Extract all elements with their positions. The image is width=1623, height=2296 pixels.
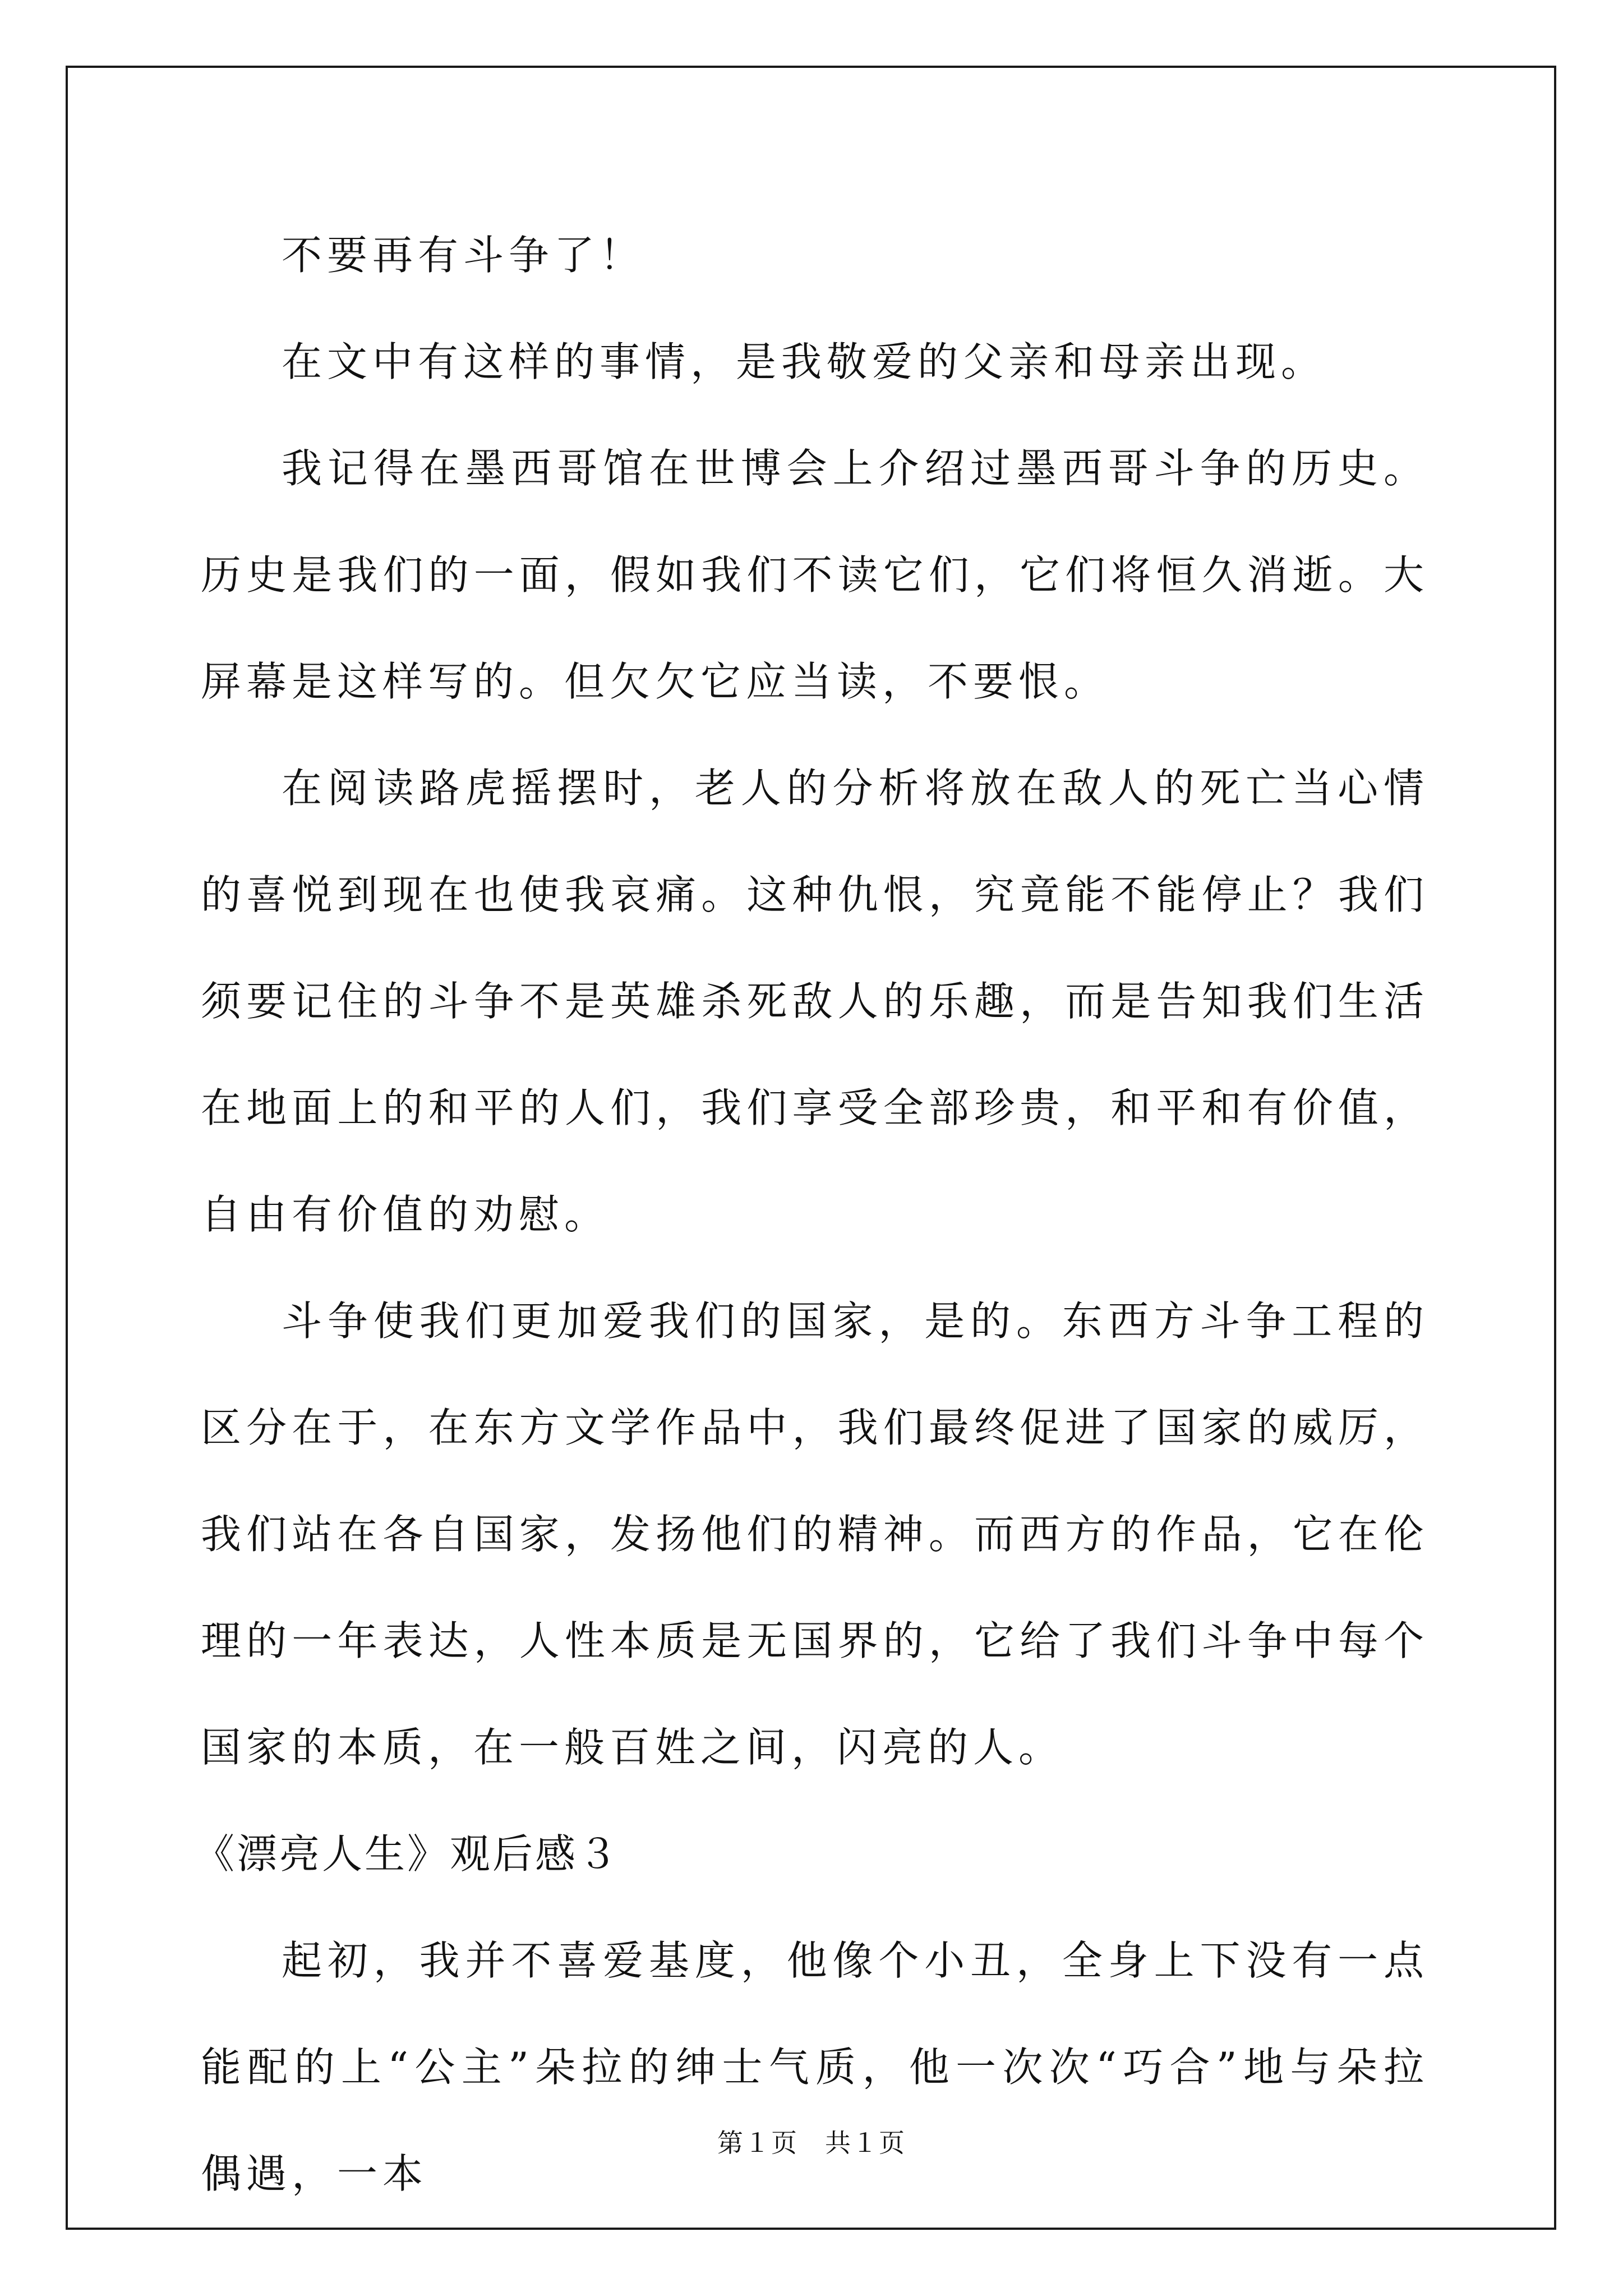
paragraph: 斗争使我们更加爱我们的国家，是的。东西方斗争工程的区分在于，在东方文学作品中，我们最终促进了国家的威厉，我们站在各自国家，发扬他们的精神。而西方的作品，它在伦理的一年表达，人性本质是无国界的，它给了我们斗争中每个国家的本质，在一般百姓之间，闪亮的人。	[201, 1297, 1429, 1771]
paragraph: 在阅读路虎摇摆时，老人的分析将放在敌人的死亡当心情的喜悦到现在也使我哀痛。这种仇恨，究竟能不能停止？我们须要记住的斗争不是英雄杀死敌人的乐趣，而是告知我们生活在地面上的和平的人们，我们享受全部珍贵，和平和有价值，自由有价值的劝慰。	[201, 765, 1429, 1238]
paragraph: 不要再有斗争了！	[282, 232, 645, 279]
section-heading: 《漂亮人生》观后感３	[194, 1830, 621, 1878]
paragraph: 起初，我并不喜爱基度，他像个小丑，全身上下没有一点能配的上“公主”朵拉的绅士气质，他一次次“巧合”地与朵拉偶遇，一本	[201, 1937, 1429, 2197]
paragraph: 在文中有这样的事情，是我敬爱的父亲和母亲出现。	[282, 338, 1327, 385]
document-body	[194, 202, 1429, 2227]
paragraph: 我记得在墨西哥馆在世博会上介绍过墨西哥斗争的历史。历史是我们的一面，假如我们不读它们，它们将恒久消逝。大屏幕是这样写的。但欠欠它应当读，不要恨。	[201, 445, 1429, 705]
page-number-footer: 第１页 共１页	[717, 2128, 906, 2158]
